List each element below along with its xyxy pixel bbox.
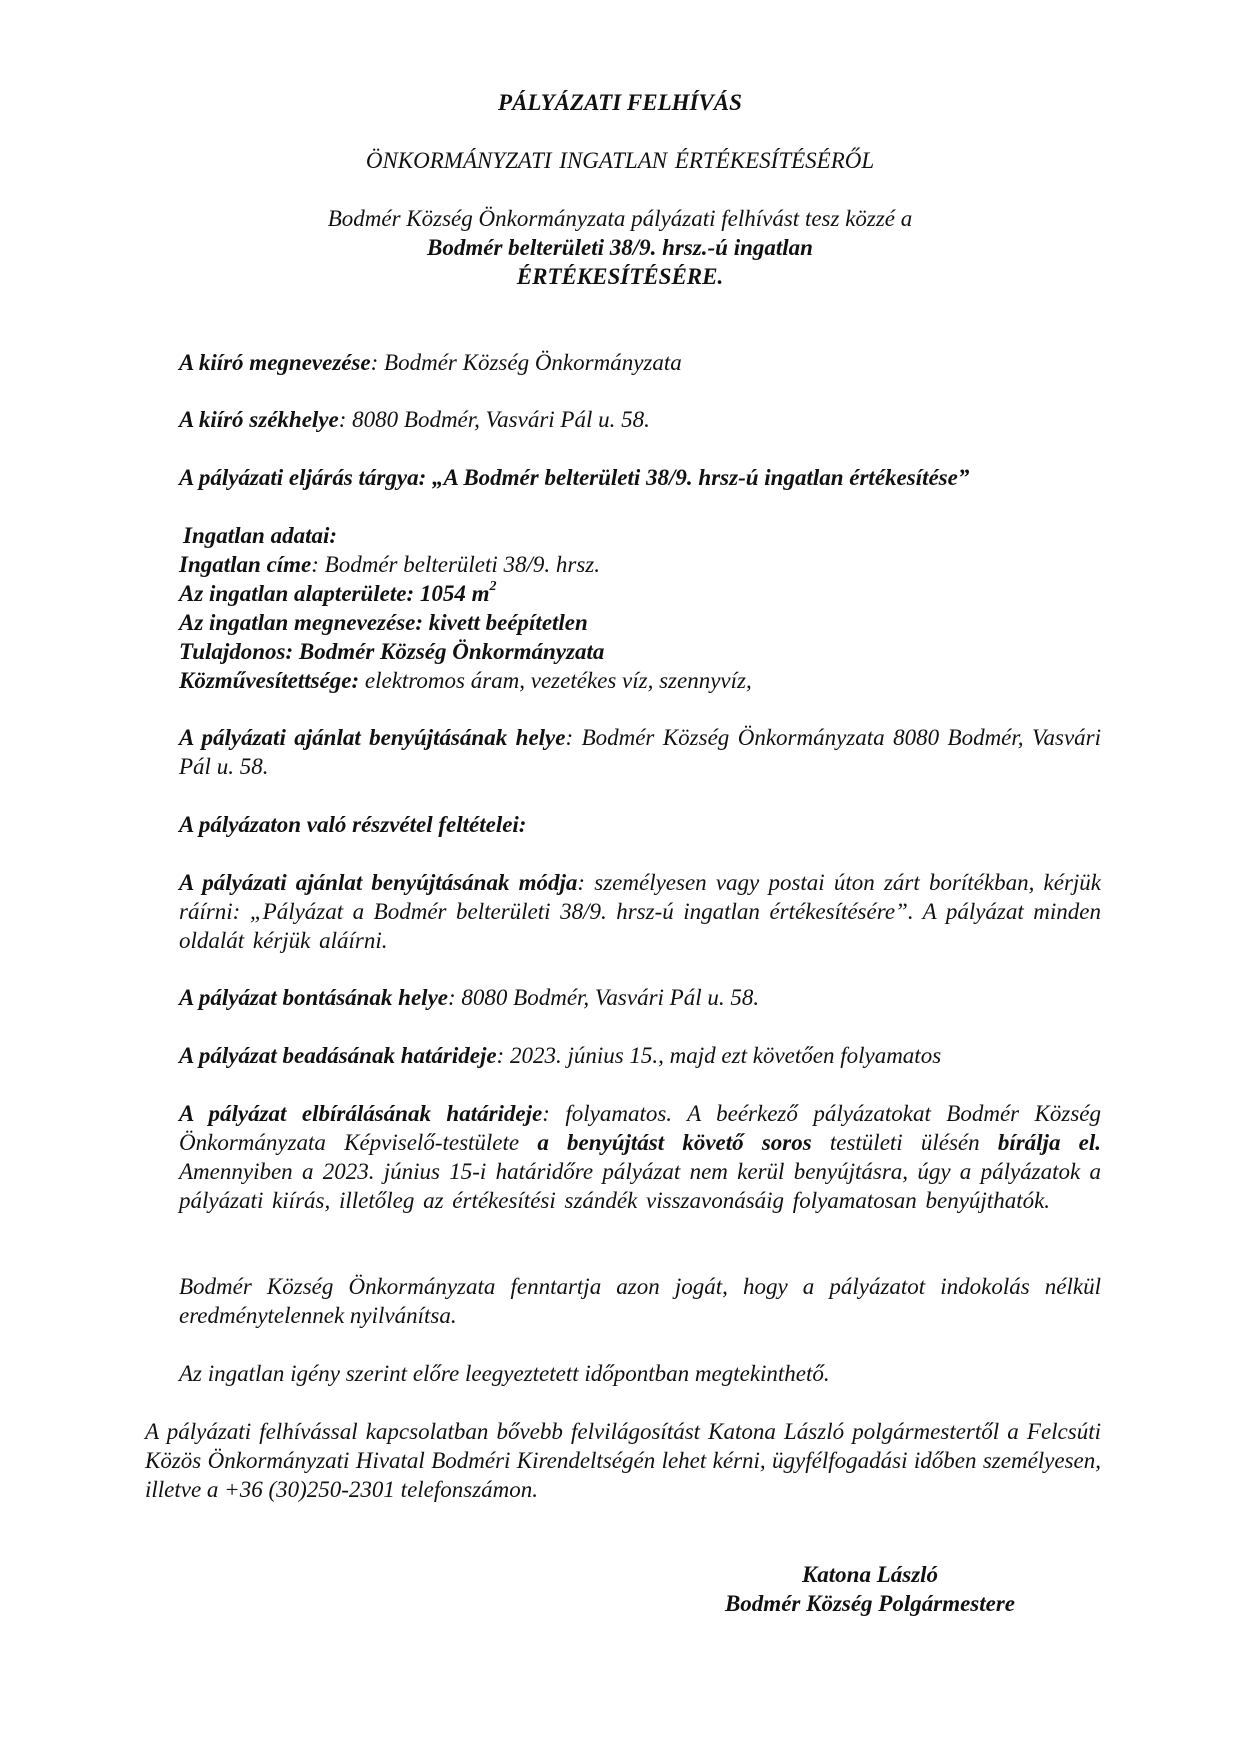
- benyujtas-helye-label: A pályázati ajánlat benyújtásának helye: [179, 725, 566, 750]
- ingatlan-megnevezese: Az ingatlan megnevezése: kivett beépítetlen: [179, 610, 588, 635]
- megtekintes-paragraph: Az ingatlan igény szerint előre leegyeztetett időpontban megtekinthető.: [179, 1361, 830, 1386]
- kozmu-value: elektromos áram, vezetékes víz, szennyvíz,: [359, 668, 752, 693]
- ingatlan-kozmuvesitettseg: [179, 666, 1101, 695]
- benyujtas-modja-label: A pályázati ajánlat benyújtásának módja: [179, 870, 578, 895]
- eljaras-targya: [179, 463, 1101, 492]
- elbiralas-bold-1: a benyújtást követő soros: [537, 1130, 812, 1155]
- kiiro-megnevezese-label: A kiíró megnevezése: [179, 350, 371, 375]
- elbiralas-bold-2: bírálja el.: [997, 1130, 1101, 1155]
- kozmu-label: Közművesítettsége:: [179, 668, 360, 693]
- intro-line-1: Bodmér Község Önkormányzata pályázati felhívást tesz közzé a: [327, 206, 913, 231]
- kiiro-megnevezese-value: : Bodmér Község Önkormányzata: [370, 350, 682, 375]
- elbiralas-label: A pályázat elbírálásának határideje: [179, 1101, 543, 1126]
- beadas-hatarideje-value: : 2023. június 15., majd ezt követően folyamatos: [496, 1043, 942, 1068]
- signature-name: Katona László: [801, 1562, 939, 1587]
- benyujtas-helye: [179, 723, 1101, 781]
- intro-line-3: ÉRTÉKESÍTÉSÉRE.: [516, 264, 724, 289]
- alapterulet-text: Az ingatlan alapterülete: 1054 m: [179, 581, 490, 606]
- beadas-hatarideje: [179, 1041, 1101, 1070]
- benyujtas-modja-value: : személyesen vagy postai úton zárt borítékban, kérjük ráírni: „Pályázat a Bodmér belterületi 38/9. hrsz-ú ingatlan értékesítésére”. A pályázat minden oldalát kérjük aláírni.: [179, 870, 1101, 953]
- ingatlan-tulajdonos: Tulajdonos: Bodmér Község Önkormányzata: [179, 639, 605, 664]
- elbiralas-text-3: Amennyiben a 2023. június 15-i határidőre pályázat nem kerül benyújtásra, úgy a pályázatok a pályázati kiírás, illetőleg az értékesítési szándék visszavonásáig folyamatosan benyújthatók.: [179, 1159, 1101, 1213]
- reszvetel-feltetelei-heading: A pályázaton való részvétel feltételei:: [179, 812, 527, 837]
- beadas-hatarideje-label: A pályázat beadásának határideje: [179, 1043, 497, 1068]
- eljaras-targya-value: : „A Bodmér belterületi 38/9. hrsz-ú ingatlan értékesítése”: [418, 465, 970, 490]
- elbiralas-text-2: testületi ülésén: [811, 1130, 998, 1155]
- ingatlan-adatai-heading: Ingatlan adatai:: [183, 523, 338, 548]
- document-subtitle: ÖNKORMÁNYZATI INGATLAN ÉRTÉKESÍTÉSÉRŐL: [365, 148, 875, 173]
- bontas-helye-label: A pályázat bontásának helye: [179, 985, 448, 1010]
- kiiro-megnevezese: [179, 348, 1101, 377]
- kiiro-szekhelye-value: : 8080 Bodmér, Vasvári Pál u. 58.: [338, 407, 650, 432]
- kiiro-szekhelye-label: A kiíró székhelye: [179, 407, 339, 432]
- kiiro-szekhelye: [179, 405, 1101, 434]
- fenntartas-paragraph: Bodmér Község Önkormányzata fenntartja azon jogát, hogy a pályázatot indokolás nélkül eredménytelennek nyilvánítsa.: [179, 1274, 1101, 1328]
- ingatlan-cime-label: Ingatlan címe: [179, 552, 312, 577]
- benyujtas-modja: [179, 868, 1101, 955]
- square-superscript: 2: [489, 579, 497, 595]
- bontas-helye: [179, 983, 1101, 1012]
- elbiralas-text-1: : folyamatos. A beérkező pályázatokat Bodmér Község Önkormányzata Képviselő-testülete: [179, 1101, 1102, 1155]
- ingatlan-alapterulete: [179, 579, 1101, 608]
- document-title: PÁLYÁZATI FELHÍVÁS: [498, 90, 742, 115]
- eljaras-targya-label: A pályázati eljárás tárgya: [179, 465, 419, 490]
- elbiralas-hatarideje: [179, 1099, 1101, 1215]
- ingatlan-cime-value: : Bodmér belterületi 38/9. hrsz.: [311, 552, 601, 577]
- felvilagositas-paragraph: A pályázati felhívással kapcsolatban bővebb felvilágosítást Katona László polgármestertől a Felcsúti Közös Önkormányzati Hivatal Bodméri Kirendeltségén lehet kérni, ügyfélfogadási időben személyesen, illetve a +36 (30)250-2301 telefonszámon.: [145, 1419, 1101, 1502]
- signature-title: Bodmér Község Polgármestere: [724, 1591, 1016, 1616]
- bontas-helye-value: : 8080 Bodmér, Vasvári Pál u. 58.: [448, 985, 760, 1010]
- intro-line-2: Bodmér belterületi 38/9. hrsz.-ú ingatlan: [427, 235, 813, 260]
- ingatlan-cime: [179, 550, 1101, 579]
- benyujtas-helye-value: : Bodmér Község Önkormányzata 8080 Bodmér, Vasvári Pál u. 58.: [179, 725, 1101, 779]
